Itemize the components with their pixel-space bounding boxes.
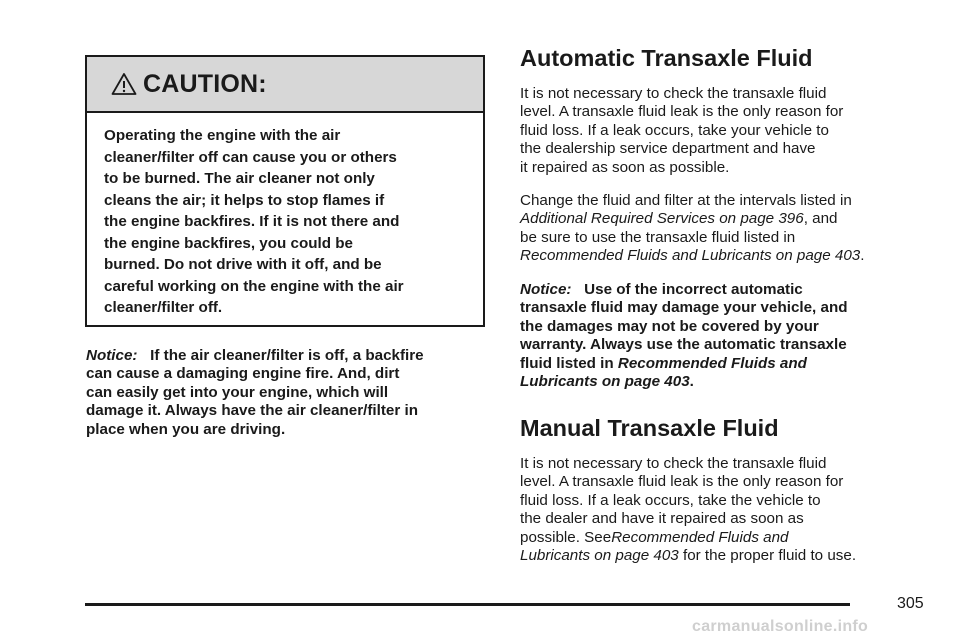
- paragraph-automatic-check: [520, 85, 843, 177]
- caution-text: [87, 113, 483, 319]
- page-reference-link[interactable]: Lubricants on page 403: [520, 373, 690, 391]
- page-number: 305: [897, 595, 924, 612]
- notice-automatic-fluid: [520, 281, 848, 391]
- caution-line: careful working on the engine with the air: [104, 277, 404, 295]
- notice-line: [520, 373, 848, 391]
- caution-title: CAUTION:: [143, 69, 267, 98]
- notice-line: transaxle fluid may damage your vehicle, and: [520, 299, 848, 317]
- page-reference-link[interactable]: Recommended Fluids and: [611, 528, 789, 546]
- paragraph-line: the dealer and have it repaired as soon as: [520, 510, 804, 528]
- paragraph-line: fluid loss. If a leak occurs, take your vehicle to: [520, 121, 829, 139]
- notice-text: fluid listed in: [520, 354, 618, 372]
- page-reference-link[interactable]: Recommended Fluids and: [617, 354, 807, 372]
- caution-line: the engine backfires, you could be: [104, 234, 353, 252]
- notice-text: .: [689, 373, 694, 391]
- caution-line: cleaner/filter off can cause you or others: [104, 148, 397, 166]
- heading-automatic-transaxle-fluid: Automatic Transaxle Fluid: [520, 45, 813, 71]
- notice-line: damage it. Always have the air cleaner/filter in: [86, 402, 419, 420]
- notice-label: Notice:: [86, 347, 138, 364]
- caution-line: cleans the air; it helps to stop flames if: [104, 191, 385, 209]
- paragraph-line: [520, 529, 856, 547]
- notice-text: Use of the incorrect automatic: [584, 281, 803, 298]
- heading-manual-transaxle-fluid: Manual Transaxle Fluid: [520, 415, 779, 441]
- footer-rule: [85, 603, 850, 606]
- notice-line: place when you are driving.: [86, 420, 286, 438]
- paragraph-text: .: [860, 247, 865, 265]
- notice-line: the damages may not be covered by your: [520, 317, 819, 335]
- caution-box: [85, 55, 485, 327]
- paragraph-automatic-change: [520, 192, 865, 266]
- caution-line: to be burned. The air cleaner not only: [104, 170, 375, 187]
- paragraph-line: level. A transaxle fluid leak is the only reason for: [520, 103, 844, 121]
- paragraph-line: [520, 210, 865, 228]
- notice-line: warranty. Always use the automatic transaxle: [520, 336, 847, 354]
- watermark: carmanualsonline.info: [692, 618, 869, 635]
- notice-first-line: [86, 347, 491, 365]
- caution-line: cleaner/filter off.: [104, 299, 223, 316]
- notice-line: can cause a damaging engine fire. And, dirt: [86, 365, 400, 383]
- paragraph-line: [520, 547, 856, 565]
- paragraph-line: be sure to use the transaxle fluid listed in: [520, 228, 796, 246]
- paragraph-line: it repaired as soon as possible.: [520, 158, 730, 176]
- paragraph-text: , and: [803, 210, 838, 228]
- page-reference-link[interactable]: Recommended Fluids and Lubricants on page 403: [520, 247, 861, 265]
- caution-line: burned. Do not drive with it off, and be: [104, 256, 382, 273]
- paragraph-line: Change the fluid and filter at the intervals listed in: [520, 192, 852, 209]
- caution-line: Operating the engine with the air: [104, 127, 341, 144]
- paragraph-line: level. A transaxle fluid leak is the only reason for: [520, 473, 844, 491]
- paragraph-manual-check: [520, 455, 856, 565]
- paragraph-line: fluid loss. If a leak occurs, take the vehicle to: [520, 491, 821, 509]
- caution-line: the engine backfires. If it is not there and: [104, 213, 400, 230]
- paragraph-line: the dealership service department and have: [520, 140, 816, 158]
- notice-line: [520, 355, 848, 373]
- notice-line: can easily get into your engine, which will: [86, 383, 389, 401]
- warning-triangle-icon: [111, 72, 137, 96]
- notice-label: Notice:: [520, 281, 572, 298]
- paragraph-line: It is not necessary to check the transaxle fluid: [520, 455, 827, 472]
- paragraph-line: It is not necessary to check the transaxle fluid: [520, 85, 827, 102]
- notice-air-cleaner: [86, 347, 491, 439]
- notice-text: If the air cleaner/filter is off, a backfire: [150, 347, 424, 364]
- page-reference-link[interactable]: Additional Required Services on page 396: [520, 210, 804, 228]
- paragraph-text: for the proper fluid to use.: [682, 547, 857, 565]
- page-reference-link[interactable]: Lubricants on page 403: [520, 547, 679, 565]
- paragraph-line: [520, 247, 865, 265]
- paragraph-text: possible. See: [520, 528, 612, 546]
- caution-header: [87, 57, 483, 113]
- notice-first-line: [520, 281, 848, 299]
